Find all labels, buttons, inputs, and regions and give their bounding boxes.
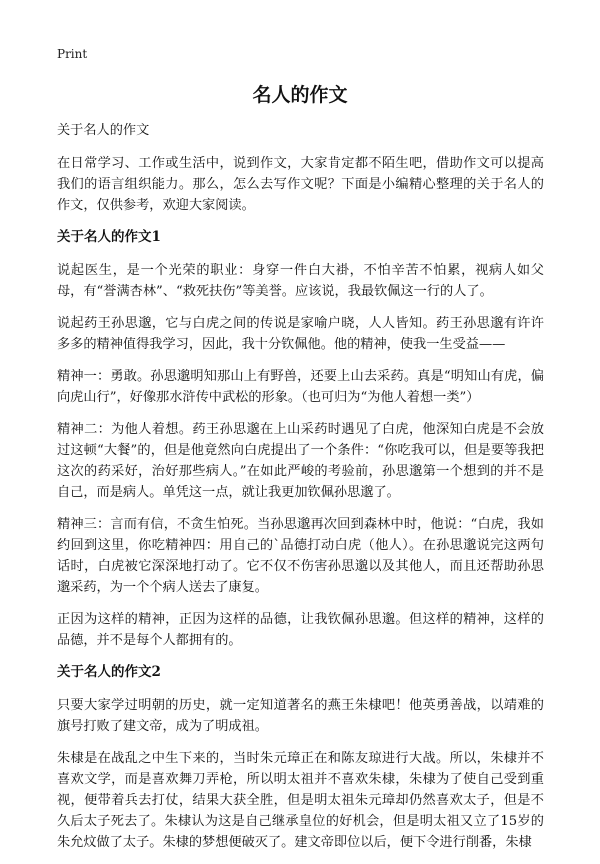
paragraph: 精神一：勇敢。孙思邈明知那山上有野兽，还要上山去采药。真是“明知山有虎，偏向虎山行”，好像那水浒传中武松的形象。（也可归为“为他人着想一类”）	[57, 369, 544, 405]
paragraph: 朱棣是在战乱之中生下来的，当时朱元璋正在和陈友琼进行大战。所以，朱棣并不喜欢文学，而是喜欢舞刀弄枪，所以明太祖并不喜欢朱棣，朱棣为了使自己受到重视，便带着兵去打仗，结果大获全胜，但是明太祖朱元璋却仍然喜欢太子，但是不久后太子死去了。朱棣认为这是自己继承皇位的好机会，但是明太祖又立了15岁的朱允炆做了太子。朱棣的梦想便破灭了。建文帝即位以后，便下令进行削番，朱棣	[57, 751, 544, 850]
section-heading-1: 关于名人的作文1	[57, 229, 161, 245]
paragraph: 说起药王孙思邈，它与白虎之间的传说是家喻户晓，人人皆知。药王孙思邈有许许多多的精神值得我学习，因此，我十分钦佩他。他的精神，使我一生受益——	[57, 316, 544, 352]
page-title: 名人的作文	[252, 84, 348, 106]
intro-paragraph: 在日常学习、工作或生活中，说到作文，大家肯定都不陌生吧，借助作文可以提高我们的语言组织能力。那么，怎么去写作文呢？下面是小编精心整理的关于名人的作文，仅供参考，欢迎大家阅读。	[57, 156, 544, 213]
paragraph: 说起医生，是一个光荣的职业：身穿一件白大褂，不怕辛苦不怕累，视病人如父母，有“誉满杏林”、“救死扶伤”等美誉。应该说，我最钦佩这一行的人了。	[57, 263, 544, 299]
paragraph: 只要大家学过明朝的历史，就一定知道著名的燕王朱棣吧！他英勇善战，以靖难的旗号打败了建文帝，成为了明成祖。	[57, 698, 544, 734]
paragraph: 正因为这样的精神，正因为这样的品德，让我钦佩孙思邈。但这样的精神，这样的品德，并不是每个人都拥有的。	[57, 612, 544, 648]
section-heading-2: 关于名人的作文2	[57, 664, 161, 680]
paragraph: 精神二：为他人着想。药王孙思邈在上山采药时遇见了白虎，他深知白虎是不会放过这顿“大餐”的，但是他竟然向白虎提出了一个条件：“你吃我可以，但是要等我把这次的药采好，治好那些病人。”在如此严峻的考验前，孙思邈第一个想到的并不是自己，而是病人。单凭这一点，就让我更加钦佩孙思邈了。	[57, 422, 544, 500]
article-subtitle: 关于名人的作文	[57, 123, 150, 138]
article-body	[57, 120, 544, 864]
paragraph: 精神三：言而有信，不贪生怕死。当孙思邈再次回到森林中时，他说：“白虎，我如约回到这里，你吃精神四：用自己的`品德打动白虎（他人）。在孙思邈说完这两句话时，白虎被它深深地打动了。它不仅不伤害孙思邈以及其他人，而且还帮助孙思邈采药，为一个个病人送去了康复。	[57, 517, 544, 595]
print-link[interactable]: Print	[57, 47, 88, 61]
